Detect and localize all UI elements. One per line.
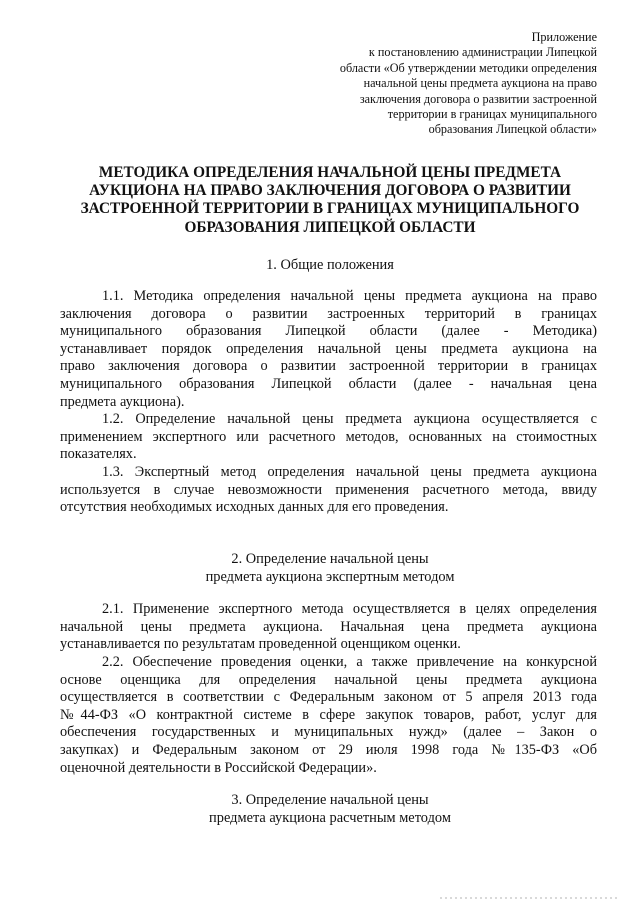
paragraph-line: оценочной деятельности в Российской Федерации». <box>60 759 377 776</box>
paragraph-1-1 <box>60 288 597 411</box>
paragraph-line: заключения договора о развитии застроенных территорий в границах <box>60 305 597 322</box>
appendix-line: заключения договора о развитии застроенной <box>359 91 597 106</box>
paragraph-line: право заключения договора о развитии застроенной территории в границах <box>60 358 597 375</box>
appendix-line: начальной цены предмета аукциона на право <box>363 76 597 91</box>
paragraph-2-1 <box>60 601 597 654</box>
document-title <box>60 164 600 237</box>
paragraph-line: закупках) и Федеральным законом от 29 июля 1998 года №135-ФЗ «Об <box>60 741 597 758</box>
paragraph-line: предмета аукциона). <box>60 393 185 410</box>
paragraph-line: обеспечения государственных и муниципальных нужд» (далее – Закон о <box>60 724 597 741</box>
title-line: ОБРАЗОВАНИЯ ЛИПЕЦКОЙ ОБЛАСТИ <box>184 218 476 236</box>
paragraph-line: №44-ФЗ «О контрактной системе в сфере закупок товаров, работ, услуг для <box>60 706 597 723</box>
paragraph-line: устанавливается по результатам проведенной оценщиком оценки. <box>60 636 461 653</box>
appendix-line: к постановлению администрации Липецкой <box>368 45 597 60</box>
section-heading-line: предмета аукциона расчетным методом <box>209 809 451 826</box>
appendix-line: образования Липецкой области» <box>428 122 597 137</box>
paragraph-line: устанавливает порядок определения начальной цены предмета аукциона на <box>60 340 597 357</box>
paragraph-line: 1.3. Экспертный метод определения начальной цены предмета аукциона <box>102 464 597 480</box>
paragraph-1-3 <box>60 464 597 517</box>
paragraph-line: 1.2. Определение начальной цены предмета аукциона осуществляется с <box>102 411 597 427</box>
paragraph-line: осуществляется в соответствии с Федеральным законом от 5 апреля 2013 года <box>60 689 597 706</box>
appendix-line: области «Об утверждении методики определения <box>339 60 597 75</box>
section-heading-line: 2. Определение начальной цены <box>231 551 429 567</box>
section-2-heading <box>60 551 600 586</box>
title-line: МЕТОДИКА ОПРЕДЕЛЕНИЯ НАЧАЛЬНОЙ ЦЕНЫ ПРЕДМЕТА <box>98 164 562 181</box>
section-heading-line: 3. Определение начальной цены <box>231 792 429 808</box>
section-heading-line: 1. Общие положения <box>266 257 394 273</box>
section-1-heading <box>60 257 600 275</box>
paragraph-line: муниципального образования Липецкой области (далее - Методика) <box>60 323 597 340</box>
paragraph-line: показателях. <box>60 446 137 463</box>
title-line: ЗАСТРОЕННОЙ ТЕРРИТОРИИ В ГРАНИЦАХ МУНИЦИПАЛЬНОГО <box>80 200 580 218</box>
appendix-note <box>297 30 597 138</box>
title-line: АУКЦИОНА НА ПРАВО ЗАКЛЮЧЕНИЯ ДОГОВОРА О РАЗВИТИИ <box>89 182 571 200</box>
paragraph-line: 1.1. Методика определения начальной цены предмета аукциона на право <box>102 288 597 304</box>
paragraph-line: начальной цены предмета аукциона. Начальная цена предмета аукциона <box>60 618 597 635</box>
appendix-line: территории в границах муниципального <box>387 107 597 122</box>
section-heading-line: предмета аукциона экспертным методом <box>205 568 455 585</box>
scan-artifact <box>440 897 620 899</box>
section-3-heading <box>60 792 600 827</box>
appendix-line: Приложение <box>531 30 597 44</box>
paragraph-line: муниципального образования Липецкой области (далее - начальная цена <box>60 375 597 392</box>
paragraph-line: отсутствия необходимых исходных данных для его проведения. <box>60 499 449 516</box>
paragraph-line: основе оценщика для определения начальной цены предмета аукциона <box>60 671 597 688</box>
paragraph-line: используется в случае невозможности применения расчетного метода, ввиду <box>60 481 597 498</box>
paragraph-1-2 <box>60 411 597 464</box>
paragraph-2-2 <box>60 654 597 777</box>
paragraph-line: применением экспертного или расчетного методов, основанных на стоимостных <box>60 428 597 445</box>
paragraph-line: 2.2. Обеспечение проведения оценки, а также привлечение на конкурсной <box>102 654 597 670</box>
paragraph-line: 2.1. Применение экспертного метода осуществляется в целях определения <box>102 601 597 617</box>
